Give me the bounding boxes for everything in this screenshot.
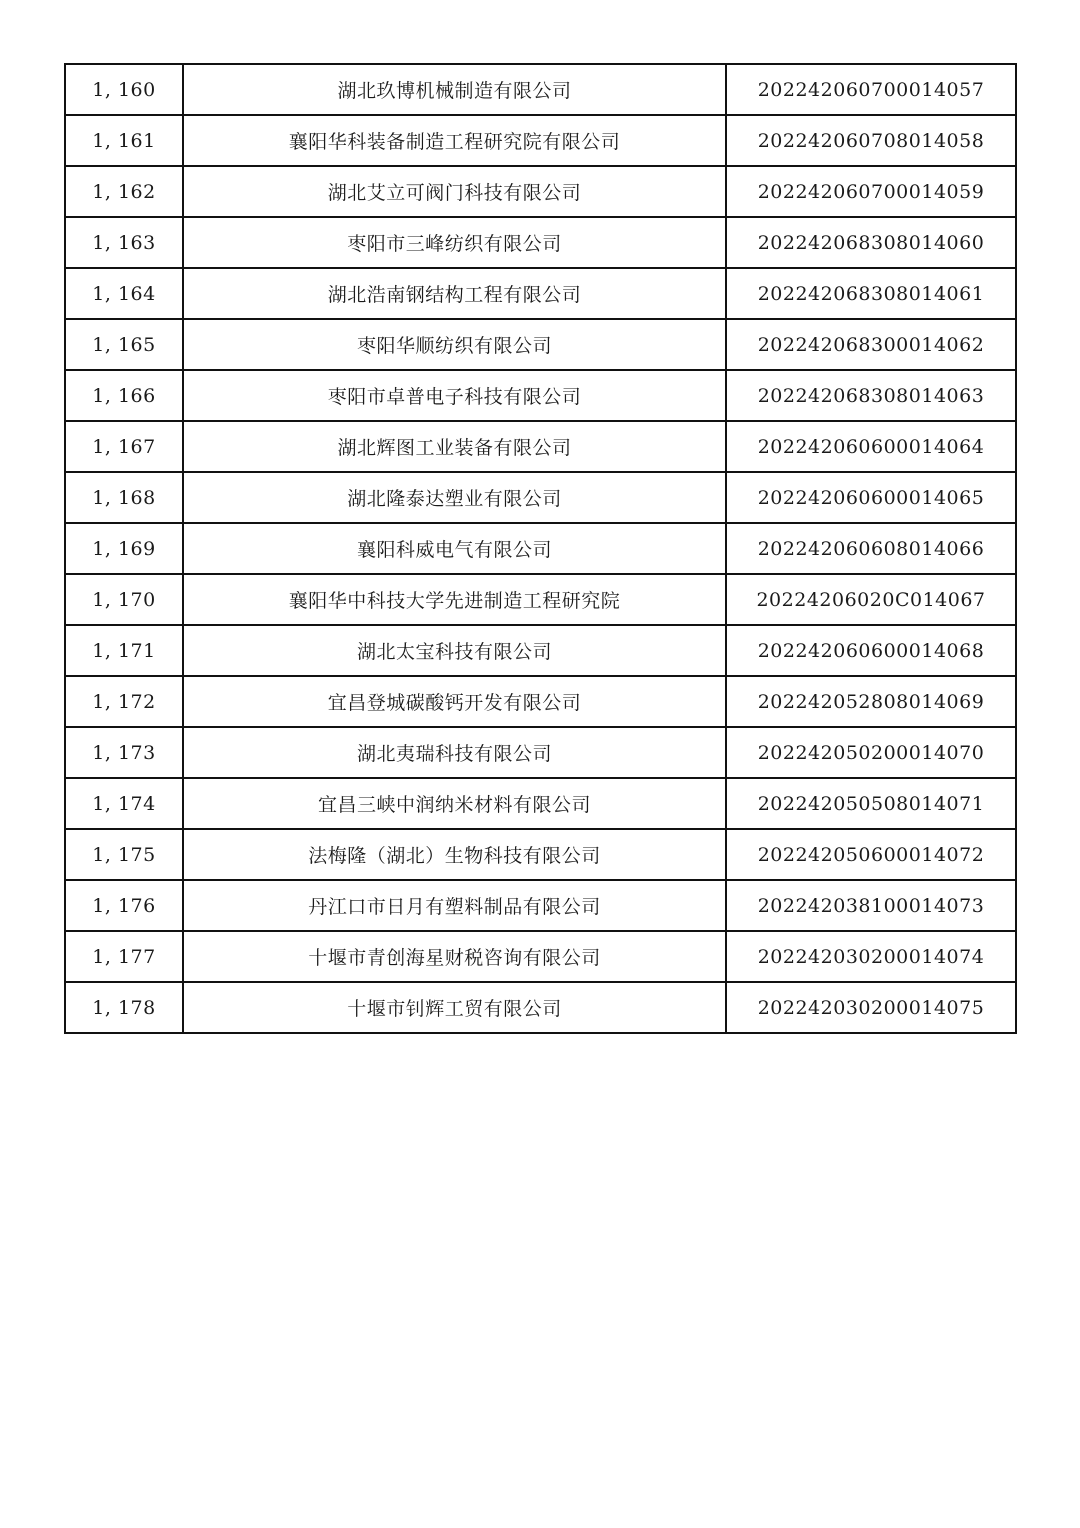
- registration-code-cell: 202242060600014068: [726, 625, 1016, 676]
- table-row: [65, 982, 1016, 1033]
- company-name-cell: 襄阳华科装备制造工程研究院有限公司: [183, 115, 726, 166]
- table-row: [65, 625, 1016, 676]
- company-name-cell: 宜昌三峡中润纳米材料有限公司: [183, 778, 726, 829]
- company-name-cell: 湖北辉图工业装备有限公司: [183, 421, 726, 472]
- company-name-cell: 湖北浩南钢结构工程有限公司: [183, 268, 726, 319]
- registration-code-cell: 202242068308014063: [726, 370, 1016, 421]
- row-index-cell: 1, 177: [65, 931, 183, 982]
- row-index-cell: 1, 171: [65, 625, 183, 676]
- row-index-cell: 1, 161: [65, 115, 183, 166]
- row-index-cell: 1, 160: [65, 64, 183, 115]
- row-index-cell: 1, 173: [65, 727, 183, 778]
- registration-code-cell: 202242052808014069: [726, 676, 1016, 727]
- table-row: [65, 268, 1016, 319]
- company-name-cell: 十堰市青创海星财税咨询有限公司: [183, 931, 726, 982]
- row-index-cell: 1, 163: [65, 217, 183, 268]
- table-body: [65, 64, 1016, 1033]
- registration-code-cell: 202242060600014065: [726, 472, 1016, 523]
- table-row: [65, 421, 1016, 472]
- row-index-cell: 1, 162: [65, 166, 183, 217]
- registration-code-cell: 20224206020C014067: [726, 574, 1016, 625]
- registration-code-cell: 202242050600014072: [726, 829, 1016, 880]
- company-name-cell: 襄阳科威电气有限公司: [183, 523, 726, 574]
- table-row: [65, 115, 1016, 166]
- company-name-cell: 宜昌登城碳酸钙开发有限公司: [183, 676, 726, 727]
- row-index-cell: 1, 170: [65, 574, 183, 625]
- registration-code-cell: 202242068308014060: [726, 217, 1016, 268]
- company-name-cell: 枣阳市三峰纺织有限公司: [183, 217, 726, 268]
- registration-code-cell: 202242060700014059: [726, 166, 1016, 217]
- registration-code-cell: 202242038100014073: [726, 880, 1016, 931]
- registration-code-cell: 202242068300014062: [726, 319, 1016, 370]
- row-index-cell: 1, 178: [65, 982, 183, 1033]
- table-row: [65, 880, 1016, 931]
- company-name-cell: 枣阳华顺纺织有限公司: [183, 319, 726, 370]
- table-row: [65, 676, 1016, 727]
- table-row: [65, 370, 1016, 421]
- table-row: [65, 574, 1016, 625]
- registration-code-cell: 202242060600014064: [726, 421, 1016, 472]
- company-name-cell: 法梅隆（湖北）生物科技有限公司: [183, 829, 726, 880]
- row-index-cell: 1, 175: [65, 829, 183, 880]
- table-row: [65, 166, 1016, 217]
- row-index-cell: 1, 167: [65, 421, 183, 472]
- company-name-cell: 丹江口市日月有塑料制品有限公司: [183, 880, 726, 931]
- registration-code-cell: 202242030200014074: [726, 931, 1016, 982]
- company-name-cell: 枣阳市卓普电子科技有限公司: [183, 370, 726, 421]
- table-row: [65, 472, 1016, 523]
- table-row: [65, 217, 1016, 268]
- table-row: [65, 778, 1016, 829]
- registration-code-cell: 202242030200014075: [726, 982, 1016, 1033]
- table-row: [65, 523, 1016, 574]
- company-name-cell: 襄阳华中科技大学先进制造工程研究院: [183, 574, 726, 625]
- company-registry-table: [64, 63, 1017, 1034]
- row-index-cell: 1, 172: [65, 676, 183, 727]
- company-name-cell: 湖北隆泰达塑业有限公司: [183, 472, 726, 523]
- table-row: [65, 64, 1016, 115]
- row-index-cell: 1, 165: [65, 319, 183, 370]
- row-index-cell: 1, 164: [65, 268, 183, 319]
- registration-code-cell: 202242050200014070: [726, 727, 1016, 778]
- row-index-cell: 1, 166: [65, 370, 183, 421]
- row-index-cell: 1, 169: [65, 523, 183, 574]
- row-index-cell: 1, 174: [65, 778, 183, 829]
- company-name-cell: 湖北夷瑞科技有限公司: [183, 727, 726, 778]
- table-row: [65, 829, 1016, 880]
- table-row: [65, 727, 1016, 778]
- registration-code-cell: 202242060708014058: [726, 115, 1016, 166]
- registration-code-cell: 202242060700014057: [726, 64, 1016, 115]
- row-index-cell: 1, 176: [65, 880, 183, 931]
- registration-code-cell: 202242060608014066: [726, 523, 1016, 574]
- table-row: [65, 319, 1016, 370]
- table-row: [65, 931, 1016, 982]
- registration-code-cell: 202242068308014061: [726, 268, 1016, 319]
- company-name-cell: 十堰市钊辉工贸有限公司: [183, 982, 726, 1033]
- company-name-cell: 湖北太宝科技有限公司: [183, 625, 726, 676]
- company-name-cell: 湖北艾立可阀门科技有限公司: [183, 166, 726, 217]
- row-index-cell: 1, 168: [65, 472, 183, 523]
- registration-code-cell: 202242050508014071: [726, 778, 1016, 829]
- company-name-cell: 湖北玖博机械制造有限公司: [183, 64, 726, 115]
